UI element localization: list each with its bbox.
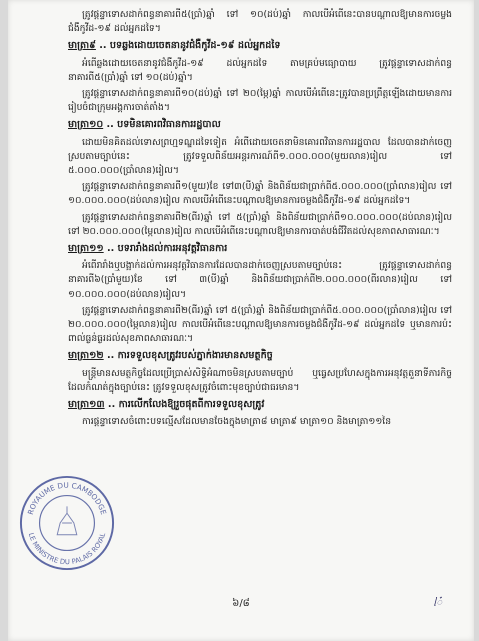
article-separator: .. [95, 40, 110, 52]
body-paragraph: ត្រូវផ្តន្ទាទោសដាក់ពន្ធនាគារពី១(មួយ)ខែ ទៅ៣(បី)ឆ្នាំ និងពិន័យជាប្រាក់ពី៥.០០០.០០០(ប្រាំលាន)រៀល ទៅ ១០.០០០.០០០(ដប់លាន)រៀល កាលបើអំពើនេះបណ្តាលឱ្យមានការចម្លងជំងឺកូវីដ-១៩ ដល់អ្នកដទៃ។ [68, 181, 452, 207]
body-paragraph: អំពើឆ្លងដោយចេតនានូវជំងឺកូវីដ-១៩ ដល់អ្នកដទៃ តាមគ្រប់មធ្យោបាយ ត្រូវផ្តន្ទាទោសដាក់ពន្ធនាគារពី៥(ប្រាំ)ឆ្នាំ ទៅ ១០(ដប់)ឆ្នាំ។ [68, 57, 452, 83]
document-page [8, 0, 474, 641]
seal-ring-top-text: ROYAUME DU CAMBODGE [25, 480, 109, 516]
article-separator: .. [103, 119, 118, 131]
article-number: មាត្រា៩ [68, 40, 96, 52]
body-paragraph: ត្រូវផ្តន្ទាទោសដាក់ពន្ធនាគារពី១០(ដប់)ឆ្នាំ ទៅ ២០(ម្ភៃ)ឆ្នាំ កាលបើអំពើនេះត្រូវបានប្រព្រឹត្តឡើងដោយមានការរៀបចំជាក្រុមអង្គការចាត់តាំង។ [68, 88, 452, 114]
royal-seal-stamp [18, 474, 116, 572]
article-separator: .. [103, 350, 118, 362]
body-paragraph: មន្ត្រីមានសមត្ថកិច្ចដែលប្រើប្រាស់សិទ្ធិអំណាចមិនស្របតាមច្បាប់ ឬធ្វេសប្រហែសក្នុងការអនុវត្តតួនាទីភារកិច្ចដែលកំណត់ក្នុងច្បាប់នេះ ត្រូវទទួលខុសត្រូវចំពោះមុខច្បាប់ជាធរមាន។ [68, 367, 452, 393]
handwritten-initials: ᥣ៎ [433, 598, 442, 609]
article-heading [68, 118, 452, 132]
page-number: ៦/៨ [232, 598, 250, 609]
article-separator: .. [104, 399, 119, 411]
article-number: មាត្រា១៣ [68, 399, 105, 411]
body-paragraph: ការផ្តន្ទាទោសចំពោះបទល្មើសដែលមានចែងក្នុងមាត្រា៨ មាត្រា៩ មាត្រា១០ និងមាត្រា១១នៃ [82, 416, 392, 428]
article-number: មាត្រា១០ [68, 119, 104, 131]
article-number: មាត្រា១១ [68, 243, 104, 255]
body-paragraph: ត្រូវផ្តន្ទាទោសដាក់ពន្ធនាគារពី២(ពីរ)ឆ្នាំ ទៅ ៥(ប្រាំ)ឆ្នាំ និងពិន័យជាប្រាក់ពី១០.០០០.០០០(ដប់លាន)រៀល ទៅ ២០.០០០.០០០(ម្ភៃលាន)រៀល កាលបើអំពើនេះបណ្តាលឱ្យមានការបាត់បង់ជីវិតដល់សុខភាពសាធារណៈ។ [68, 211, 452, 237]
body-paragraph: អំពើរារាំងឬបង្អាក់ដល់ការអនុវត្តវិធានការដែលបានដាក់ចេញស្របតាមច្បាប់នេះ ត្រូវផ្តន្ទាទោសដាក់ពន្ធនាគារពី៦(ប្រាំមួយ)ខែ ទៅ ៣(បី)ឆ្នាំ និងពិន័យជាប្រាក់ពី២.០០០.០០០(ពីរលាន)រៀល ទៅ ១០.០០០.០០០(ដប់លាន)រៀល។ [68, 260, 452, 300]
svg-text:LE MINISTRE DU PALAIS ROYAL [27, 532, 107, 566]
article-separator: .. [103, 243, 118, 255]
document-body [68, 8, 452, 431]
article-title: ការលើកលែងឱ្យរួចផុតពីការទទួលខុសត្រូវ [118, 399, 265, 411]
article-title: បទមិនគោរពវិធានការរដ្ឋបាល [117, 119, 221, 131]
body-paragraph: ត្រូវផ្តន្ទាទោសដាក់ពន្ធនាគារពី២(ពីរ)ឆ្នាំ ទៅ ៥(ប្រាំ)ឆ្នាំ និងពិន័យជាប្រាក់ពី៥.០០០.០០០(ប្រាំលាន)រៀល ទៅ ២០.០០០.០០០(ម្ភៃលាន)រៀល កាលបើអំពើនេះបណ្តាលឱ្យមានការចម្លងជំងឺកូវីដ-១៩ ដល់អ្នកដទៃ ឬមានការប៉ះពាល់ធ្ងន់ធ្ងរដល់សុខភាពសាធារណៈ។ [68, 304, 452, 345]
article-title: ការទទួលខុសត្រូវរបស់ភ្នាក់ងារមានសមត្ថកិច្ច [117, 350, 273, 362]
article-heading [68, 349, 452, 363]
article-heading [68, 242, 452, 256]
article-number: មាត្រា១២ [68, 350, 104, 362]
body-paragraph: ដោយមិនគិតដល់ទោសព្រហ្មទណ្ឌដទៃទៀត អំពើដោយចេតនាមិនគោរពវិធានការរដ្ឋបាល ដែលបានដាក់ចេញស្របតាមច្បាប់នេះ ត្រូវទទួលពិន័យអន្តរការណ៍ពី១.០០០.០០០(មួយលាន)រៀល ទៅ ៥.០០០.០០០(ប្រាំលាន)រៀល។ [68, 136, 452, 177]
article-heading [68, 39, 452, 53]
body-paragraph: ត្រូវផ្តន្ទាទោសដាក់ពន្ធនាគារពី៥(ប្រាំ)ឆ្នាំ ទៅ ១០(ដប់)ឆ្នាំ កាលបើអំពើនេះបានបណ្តាលឱ្យមានការចម្លងជំងឺកូវីដ-១៩ ដល់អ្នកដទៃ។ [68, 9, 452, 35]
article-title: បទឆ្លងដោយចេតនានូវជំងឺកូវីដ-១៩ ដល់អ្នកដទៃ [109, 40, 281, 52]
article-title: បទរារាំងដល់ការអនុវត្តវិធានការ [117, 243, 228, 255]
seal-ring-bottom-text: LE MINISTRE DU PALAIS ROYAL [26, 531, 108, 567]
article-heading [68, 398, 452, 412]
